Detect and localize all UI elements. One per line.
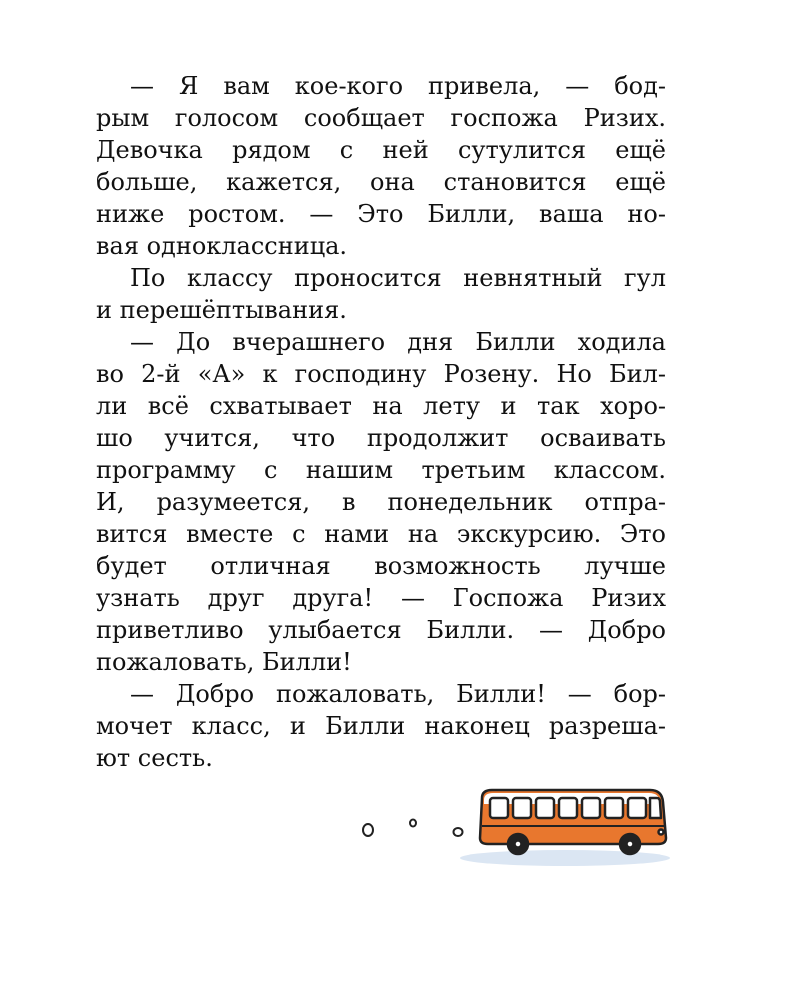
exhaust-puff (454, 828, 463, 836)
bus-window (605, 798, 623, 818)
bus-window (536, 798, 554, 818)
exhaust-puff (410, 820, 416, 827)
exhaust-puffs (363, 820, 463, 837)
text-line: больше, кажется, она становится ещё (96, 168, 666, 196)
text-line: По классу проносится невнятный гул (130, 264, 666, 292)
text-line: — Я вам кое-кого привела, — бод- (130, 72, 666, 100)
bus-window (628, 798, 646, 818)
text-line: Девочка рядом с ней сутулится ещё (96, 136, 666, 164)
text-line: мочет класс, и Билли наконец разреша- (96, 712, 666, 740)
text-line: рым голосом сообщает госпожа Ризих. (96, 104, 666, 132)
bus-window (582, 798, 600, 818)
text-line: во 2-й «А» к господину Розену. Но Бил- (96, 360, 666, 388)
text-line: узнать друг друга! — Госпожа Ризих (96, 584, 666, 612)
bus-windows (490, 798, 661, 818)
bus-front-window (650, 798, 661, 818)
bus-window (490, 798, 508, 818)
text-line: и перешёптывания. (96, 296, 347, 324)
text-line: шо учится, что продолжит осваивать (96, 424, 666, 452)
text-line: вится вместе с нами на экскурсию. Это (96, 520, 666, 548)
text-line: ют сесть. (96, 744, 213, 772)
text-line: пожаловать, Билли! (96, 648, 352, 676)
bus-illustration (350, 780, 670, 870)
bus (480, 790, 666, 854)
bus-window (559, 798, 577, 818)
text-line: будет отличная возможность лучше (96, 552, 666, 580)
text-line: вая одноклассница. (96, 232, 348, 260)
bus-hubcap (515, 841, 522, 848)
bus-window (513, 798, 531, 818)
page-text (96, 70, 666, 774)
ground-shadow (460, 850, 670, 866)
text-line: программу с нашим третьим классом. (96, 456, 666, 484)
bus-hubcap (627, 841, 634, 848)
text-line: И, разумеется, в понедельник отпра- (96, 488, 666, 516)
text-line: ниже ростом. — Это Билли, ваша но- (96, 200, 666, 228)
text-line: приветливо улыбается Билли. — Добро (96, 616, 666, 644)
text-line: — Добро пожаловать, Билли! — бор- (130, 680, 666, 708)
text-line: ли всё схватывает на лету и так хоро- (96, 392, 666, 420)
exhaust-puff (363, 824, 373, 836)
bus-headlight (659, 830, 664, 835)
text-line: — До вчерашнего дня Билли ходила (130, 328, 666, 356)
